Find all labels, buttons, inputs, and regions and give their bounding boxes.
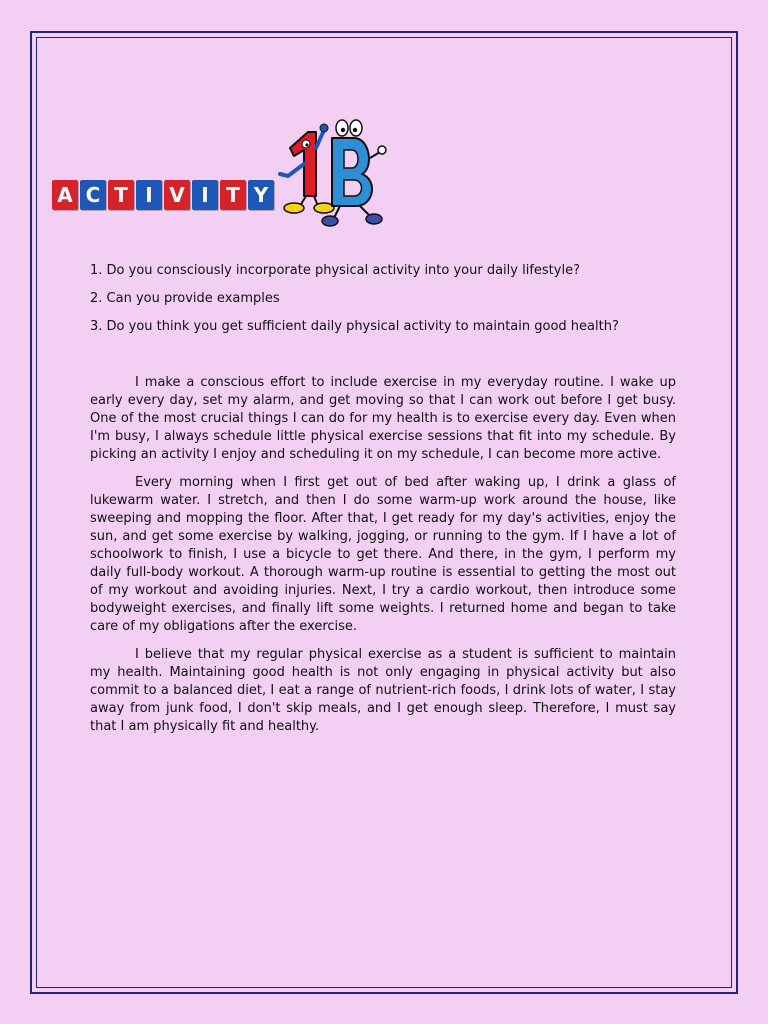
number-1b-mascot-icon [270,118,392,230]
activity-logo [52,118,392,230]
letter-block: C [80,180,106,210]
letter-block: Y [248,180,274,210]
letter-block: A [52,180,78,210]
essay-paragraph: Every morning when I first get out of bed after waking up, I drink a glass of lukewarm water. I stretch, and then I do some warm-up work around the house, like sweeping and mopping the floor. After that, I get ready for my day's activities, enjoy the sun, and get some exercise by walking, jogging, or running to the gym. If I have a lot of schoolwork to finish, I use a bicycle to get there. And there, in the gym, I perform my daily full-body workout. A thorough warm-up routine is essential to getting the most out of my workout and avoiding injuries. Next, I try a cardio workout, then introduce some bodyweight exercises, and finally lift some weights. I returned home and began to take care of my obligations after the exercise. [90,475,676,634]
question-item: 2. Can you provide examples [90,291,280,306]
letter-block: V [164,180,190,210]
essay-body [90,374,676,746]
essay-paragraph: I make a conscious effort to include exercise in my everyday routine. I wake up early every day, set my alarm, and get moving so that I can work out before I get busy. One of the most crucial things I can do for my health is to exercise every day. Even when I'm busy, I always schedule little physical exercise sessions that fit into my schedule. By picking an activity I enjoy and scheduling it on my schedule, I can become more active. [90,375,676,462]
essay-paragraph: I believe that my regular physical exercise as a student is sufficient to maintain my health. Maintaining good health is not only engaging in physical activity but also commit to a balanced diet, I eat a range of nutrient-rich foods, I drink lots of water, I stay away from junk food, I don't skip meals, and I get enough sleep. Therefore, I must say that I am physically fit and healthy. [90,647,676,734]
letter-block: I [192,180,218,210]
activity-letter-blocks [52,180,276,210]
letter-block: T [220,180,246,210]
letter-block: T [108,180,134,210]
question-item: 3. Do you think you get sufficient daily physical activity to maintain good health? [90,319,619,334]
letter-block: I [136,180,162,210]
question-item: 1. Do you consciously incorporate physical activity into your daily lifestyle? [90,263,580,278]
question-list [90,262,690,346]
number-one-mascot [280,124,334,213]
